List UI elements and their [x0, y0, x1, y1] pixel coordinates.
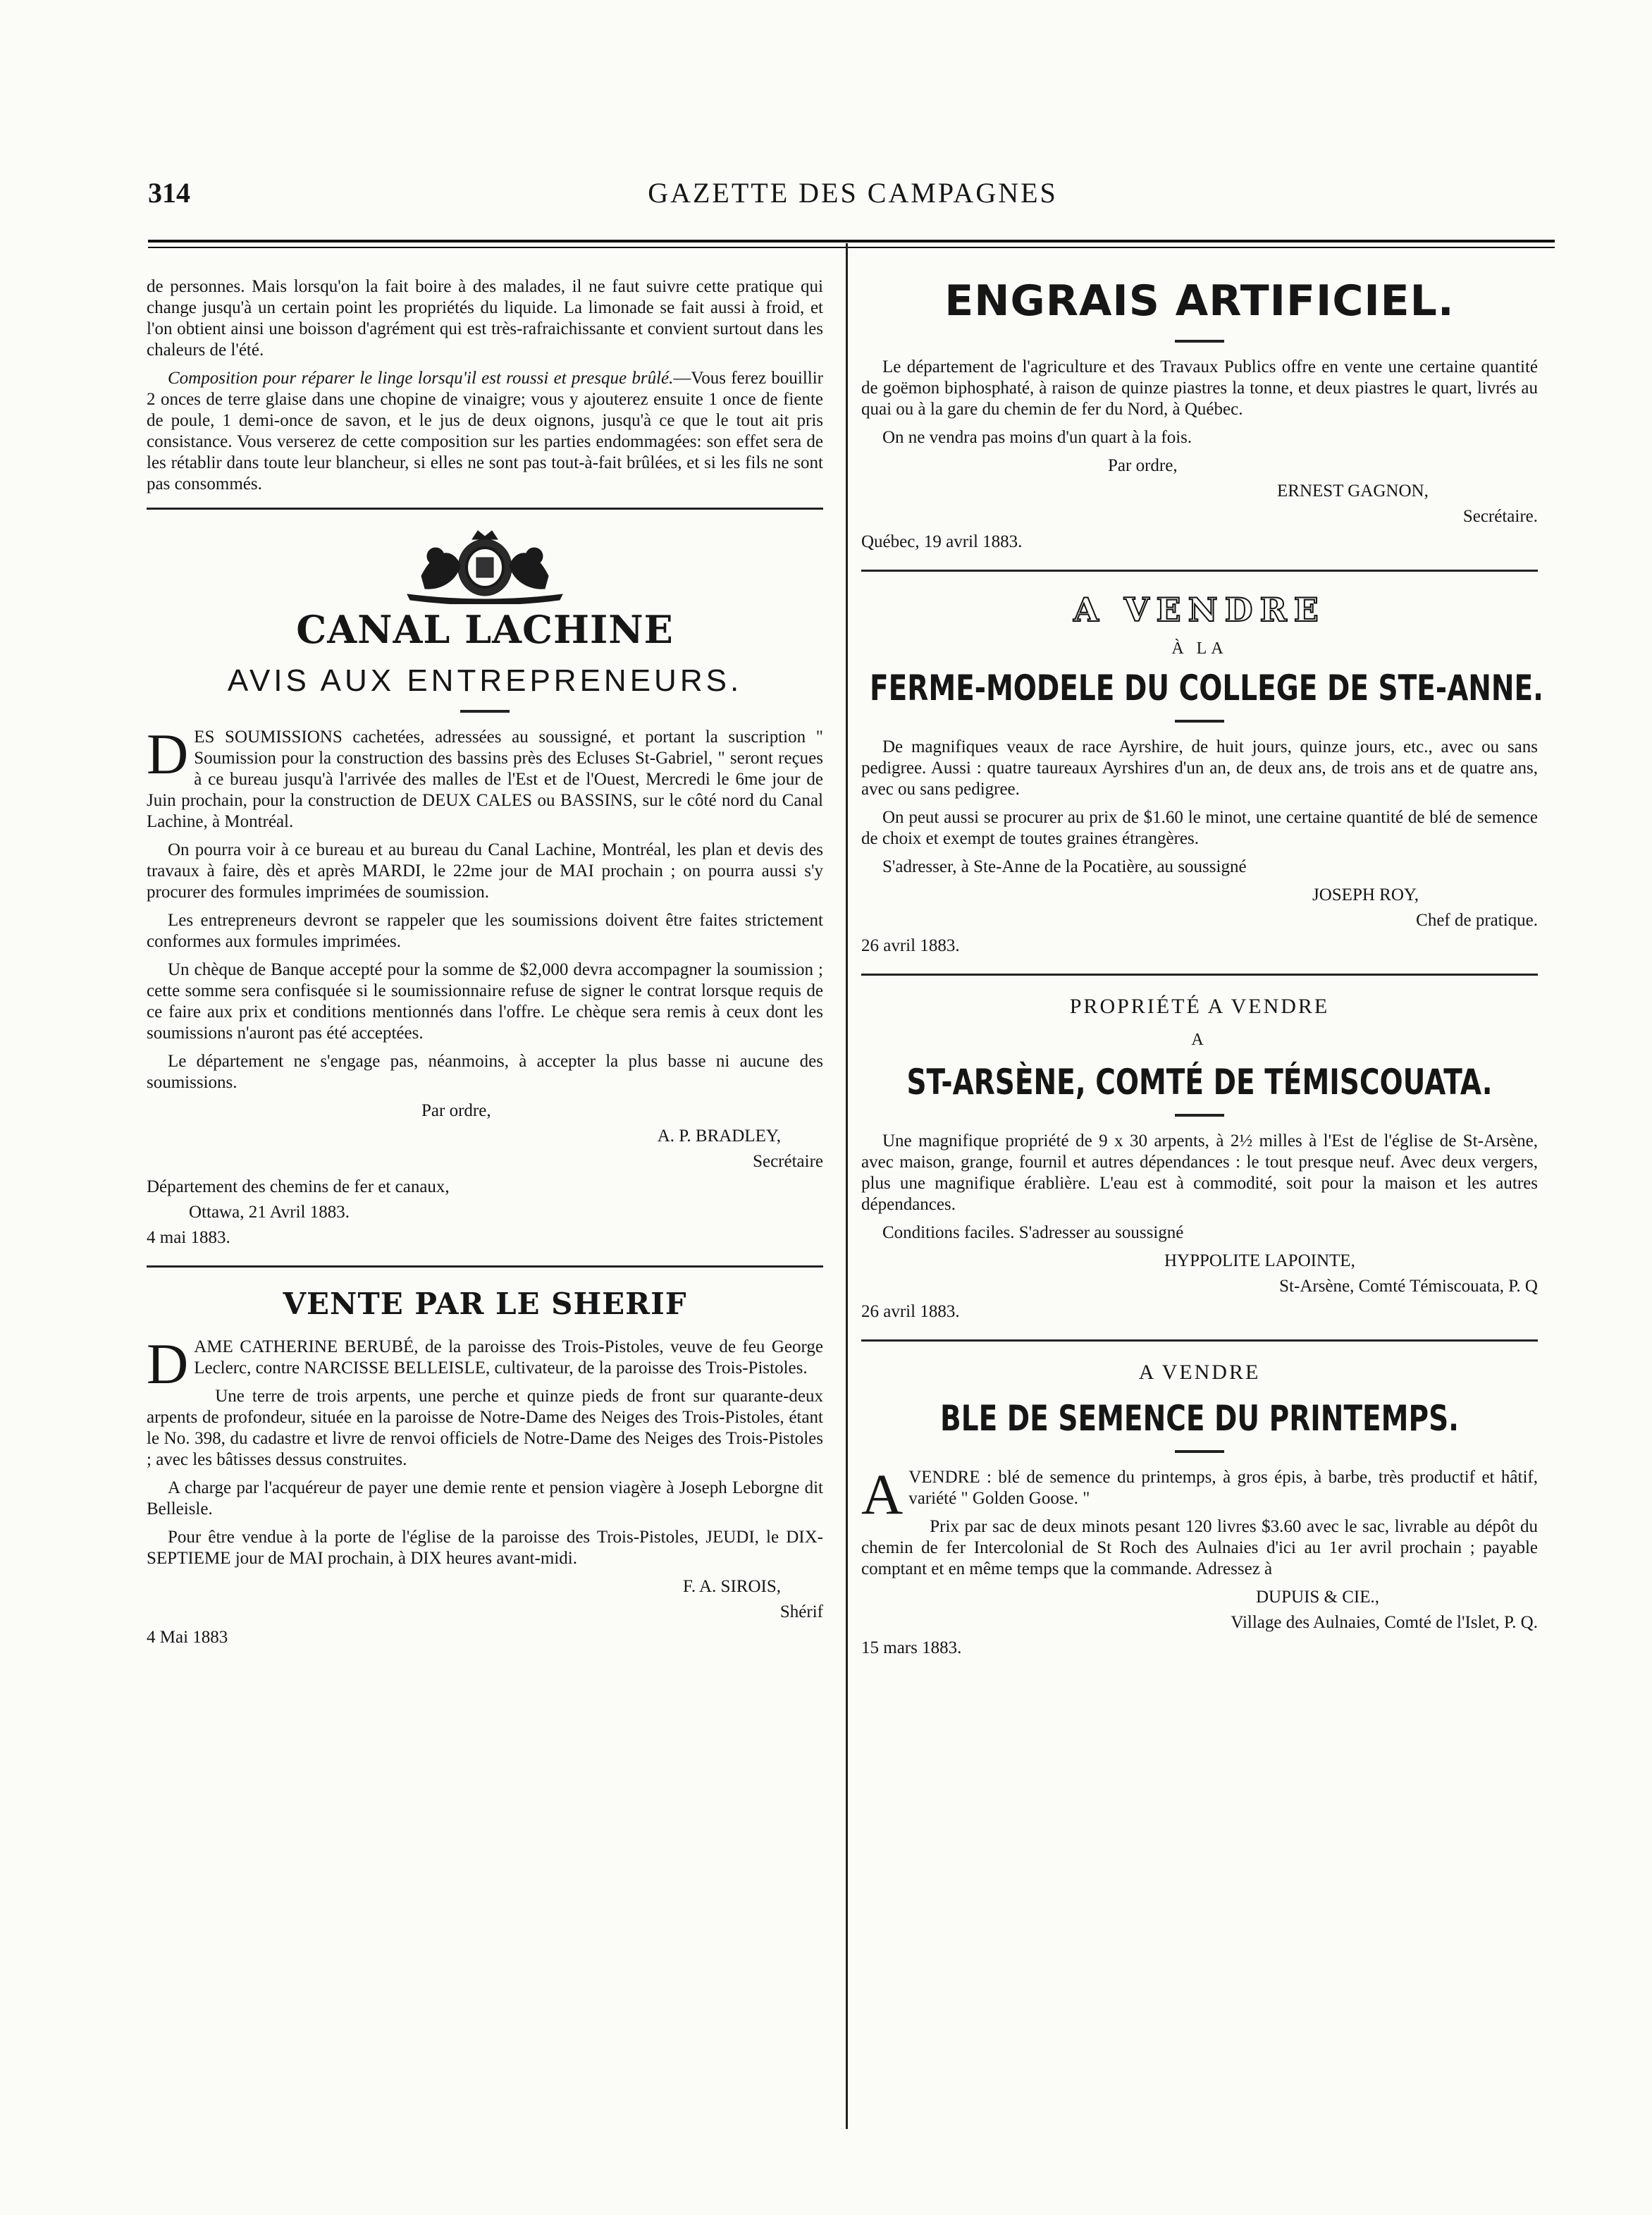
canal-paragraph-4: Un chèque de Banque accepté pour la somme de $2,000 devra accompagner la soumission ; cette somme sera confisquée si le soumissionnaire refuse de signer le contrat lorsque requis de ce faire aux prix et conditions mentionnés dans l'offre. Le chèque sera remis à ceux dont les soumissions n'auront pas été acceptées. — [147, 960, 823, 1043]
propriete-signer: HYPPOLITE LAPOINTE, — [1164, 1251, 1355, 1270]
propriete-date: 26 avril 1883. — [861, 1302, 960, 1321]
sherif-date: 4 Mai 1883 — [147, 1628, 228, 1647]
ferme-signer-title: Chef de pratique. — [1416, 911, 1538, 930]
canal-subtitle: AVIS AUX ENTREPRENEURS. — [227, 663, 743, 698]
sherif-paragraph-2: Une terre de trois arpents, une perche et quinze pieds de front sur quarante-deux arpents de profondeur, située en la paroisse de Notre-Dame des Neiges des Trois-Pistoles, étant le No. 398, du cadastre et livre de renvoi officiels de Notre-Dame des Neiges des Trois-Pistoles ; avec les bâtisses dessus construites. — [147, 1387, 823, 1469]
page-number: 314 — [148, 177, 190, 209]
royal-coat-of-arms-icon — [393, 527, 577, 604]
sherif-signer: F. A. SIROIS, — [682, 1577, 781, 1596]
ble-signer: DUPUIS & CIE., — [1256, 1588, 1380, 1607]
engrais-title: ENGRAIS ARTIFICIEL. — [944, 276, 1455, 326]
canal-paragraph-3: Les entrepreneurs devront se rappeler que les soumissions doivent être faites strictement conformes aux formules imprimées. — [147, 911, 823, 951]
propriete-paragraph-2: Conditions faciles. S'adresser au soussigné — [882, 1223, 1184, 1242]
ferme-paragraph-2: On peut aussi se procurer au prix de $1.60 le minot, une certaine quantité de blé de semence de choix et exempt de toutes graines étrangères. — [861, 808, 1538, 848]
section-rule — [861, 570, 1538, 572]
section-rule — [147, 508, 823, 510]
title-dash — [1175, 1450, 1224, 1453]
ble-paragraph-2: Prix par sac de deux minots pesant 120 livres $3.60 avec le sac, livrable au dépôt du chemin de fer Intercolonial de St Roch des Aulnaies d'ici au 1er avril prochain ; payable comptant et en même temps que la commande. Adressez à — [861, 1517, 1538, 1578]
intro-paragraph: de personnes. Mais lorsqu'on la fait boire à des malades, il ne faut suivre cette pratique qui change jusqu'à un certain point les propriétés du liquide. La limonade se fait aussi à froid, et l'on obtient ainsi une boisson d'agrément qui est très-rafraichissante et convient surtout dans les chaleurs de l'été. — [147, 277, 823, 360]
propriete-kicker: PROPRIÉTÉ A VENDRE — [1069, 995, 1330, 1018]
ferme-paragraph-1: De magnifiques veaux de race Ayrshire, de huit jours, quinze jours, etc., avec ou sans pedigree. Aussi : quatre taureaux Ayrshires d'un an, de deux ans, de trois ans et de quatre ans, avec ou sans pedigree. — [861, 737, 1538, 799]
canal-paragraph-2: On pourra voir à ce bureau et au bureau du Canal Lachine, Montréal, les plan et devis des travaux à faire, dès et après MARDI, le 22me jour de MAI prochain ; on pourra aussi s'y procurer des formules imprimées de soumission. — [147, 840, 823, 902]
header-rule — [148, 240, 1555, 243]
page-header — [148, 176, 1558, 219]
section-rule — [861, 1339, 1538, 1342]
ble-kicker: A VENDRE — [1138, 1361, 1261, 1384]
engrais-signer-title: Secrétaire. — [1462, 507, 1538, 526]
sherif-paragraph-1: DAME CATHERINE BERUBÉ, de la paroisse des Trois-Pistoles, veuve de feu George Leclerc, contre NARCISSE BELLEISLE, cultivateur, de la paroisse des Trois-Pistoles. — [147, 1332, 823, 1396]
sherif-paragraph-4: Pour être vendue à la porte de l'église de la paroisse des Trois-Pistoles, JEUDI, le DIX-SEPTIEME jour de MAI prochain, à DIX heures avant-midi. — [147, 1528, 823, 1568]
engrais-paragraph-2: On ne vendra pas moins d'un quart à la fois. — [882, 428, 1192, 447]
ferme-a-la: À LA — [1171, 639, 1228, 658]
ble-paragraph-1: AVENDRE : blé de semence du printemps, à gros épis, à barbe, très productif et hâtif, variété " Golden Goose. " — [861, 1462, 1538, 1526]
ferme-kicker: A VENDRE — [1073, 591, 1326, 629]
page-title: GAZETTE DES CAMPAGNES — [648, 177, 1058, 209]
propriete-signer-place: St-Arsène, Comté Témiscouata, P. Q — [1279, 1277, 1538, 1296]
header-rule-thin — [148, 247, 1555, 248]
ferme-paragraph-3: S'adresser, à Ste-Anne de la Pocatière, au soussigné — [882, 857, 1247, 876]
propriete-paragraph-1: Une magnifique propriété de 9 x 30 arpents, à 2½ milles à l'Est de l'église de St-Arsène, avec maison, grange, fournil et autres dépendances : le tout presque neuf. Avec deux vergers, plus une magnifique érablière. L'eau est à commodité, soit pour la maison et les autres dépendances. — [861, 1131, 1538, 1214]
title-dash — [1175, 340, 1224, 343]
engrais-paragraph-1: Le département de l'agriculture et des Travaux Publics offre en vente une certaine quantité de goëmon biphosphaté, à raison de quinze piastres la tonne, et deux piastres le quart, livrés au quai ou à la gare du chemin de fer du Nord, à Québec. — [861, 357, 1538, 419]
sherif-paragraph-3: A charge par l'acquéreur de payer une demie rente et pension viagère à Joseph Leborgne dit Belleisle. — [147, 1478, 823, 1518]
composition-text: —Vous ferez bouillir 2 onces de terre glaise dans une chopine de vinaigre; vous y ajouterez ensuite 1 once de fiente de poule, 1 demi-once de savon, et le jus de deux oignons, jusqu'à ce que le tout ait pris consistance. Vous verserez de cette composition sur les parties endommagées: son effet sera de les rétablir dans toute leur blancheur, si elles ne sont pas tout-à-fait brûlées, et si les fils ne sont pas consommés. — [147, 369, 823, 493]
canal-department: Département des chemins de fer et canaux, — [147, 1177, 450, 1196]
ferme-signer: JOSEPH ROY, — [1312, 885, 1419, 904]
ble-date: 15 mars 1883. — [861, 1638, 962, 1657]
canal-title: CANAL LACHINE — [296, 607, 674, 652]
canal-signer-title: Secrétaire — [753, 1152, 823, 1171]
column-divider — [846, 243, 848, 2129]
propriete-a: A — [1191, 1031, 1208, 1049]
right-column — [861, 276, 1543, 1663]
title-dash — [1175, 720, 1224, 723]
ferme-title: FERME-MODELE DU COLLEGE DE STE-ANNE. — [870, 668, 1543, 708]
title-dash — [460, 710, 510, 713]
propriete-title: ST-ARSÈNE, COMTÉ DE TÉMISCOUATA. — [906, 1062, 1493, 1103]
section-rule — [147, 1265, 823, 1268]
ble-title: BLE DE SEMENCE DU PRINTEMPS. — [940, 1398, 1459, 1439]
canal-par-ordre: Par ordre, — [421, 1101, 491, 1120]
sherif-title: VENTE PAR LE SHERIF — [283, 1287, 687, 1321]
title-dash — [1175, 1114, 1224, 1117]
ferme-date: 26 avril 1883. — [861, 936, 960, 955]
engrais-signer: ERNEST GAGNON, — [1277, 481, 1429, 501]
canal-signer: A. P. BRADLEY, — [657, 1127, 781, 1146]
canal-pub-date: 4 mai 1883. — [147, 1228, 230, 1247]
dropcap: A — [861, 1462, 904, 1526]
engrais-date: Québec, 19 avril 1883. — [861, 532, 1023, 551]
dropcap: D — [147, 722, 189, 786]
section-rule — [861, 974, 1538, 976]
canal-paragraph-1: DES SOUMISSIONS cachetées, adressées au soussigné, et portant la suscription " Soumission pour la construction des bassins près des Ecluses St-Gabriel, " seront reçues à ce bureau jusqu'à l'arrivée des malles de l'Est et de l'Ouest, Mercredi le 6me jour de Juin prochain, pour la construction de DEUX CALES ou BASSINS, sur le côté nord du Canal Lachine, à Montréal. — [147, 722, 823, 831]
canal-paragraph-5: Le département ne s'engage pas, néanmoins, à accepter la plus basse ni aucune des soumissions. — [147, 1052, 823, 1092]
composition-paragraph — [147, 368, 823, 495]
ble-signer-place: Village des Aulnaies, Comté de l'Islet, P. Q. — [1231, 1613, 1538, 1632]
dropcap: D — [147, 1332, 189, 1396]
sherif-signer-title: Shérif — [779, 1602, 823, 1621]
composition-title: Composition pour réparer le linge lorsqu'il est roussi et presque brûlé. — [168, 369, 674, 388]
canal-place-date: Ottawa, 21 Avril 1883. — [189, 1203, 350, 1222]
left-column — [147, 276, 823, 1652]
engrais-par-ordre: Par ordre, — [1108, 456, 1178, 475]
